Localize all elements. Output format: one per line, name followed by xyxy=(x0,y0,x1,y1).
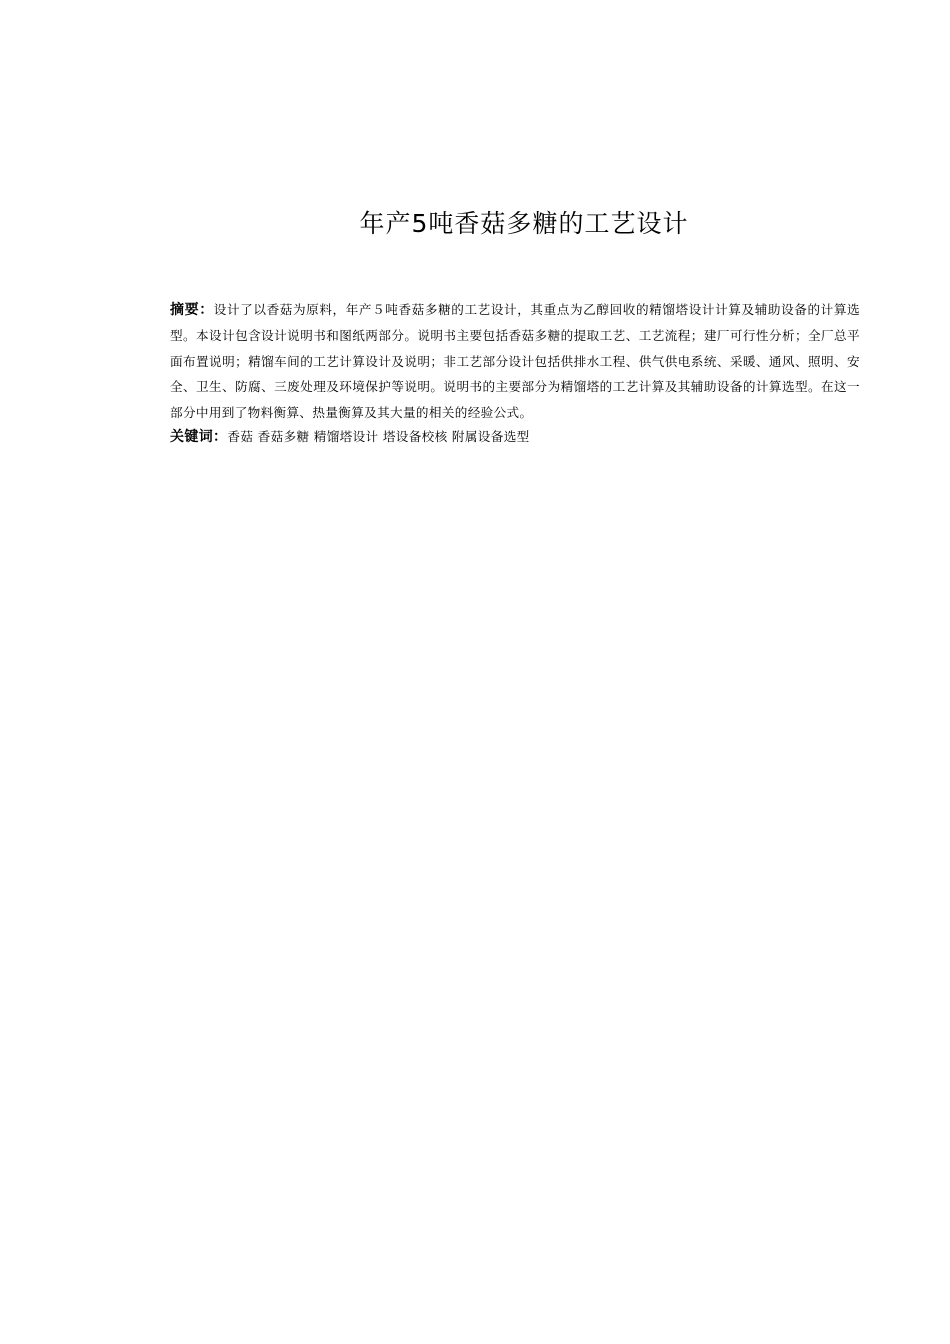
keywords-label: 关键词： xyxy=(170,429,228,445)
keywords-line xyxy=(170,424,860,450)
abstract-paragraph xyxy=(170,297,860,425)
abstract-text: 设计了以香菇为原料，年产５吨香菇多糖的工艺设计，其重点为乙醇回收的精馏塔设计计算及辅助设备的计算选型。本设计包含设计说明书和图纸两部分。说明书主要包括香菇多糖的提取工艺、工艺流程；建厂可行性分析；全厂总平面布置说明；精馏车间的工艺计算设计及说明；非工艺部分设计包括供排水工程、供气供电系统、采暖、通风、照明、安全、卫生、防腐、三废处理及环境保护等说明。说明书的主要部分为精馏塔的工艺计算及其辅助设备的计算选型。在这一部分中用到了物料衡算、热量衡算及其大量的相关的经验公式。 xyxy=(170,302,860,420)
document-title: 年产5吨香菇多糖的工艺设计 xyxy=(359,209,689,238)
abstract-label: 摘要： xyxy=(170,302,214,318)
keywords-text: 香菇 香菇多糖 精馏塔设计 塔设备校核 附属设备选型 xyxy=(227,429,530,444)
